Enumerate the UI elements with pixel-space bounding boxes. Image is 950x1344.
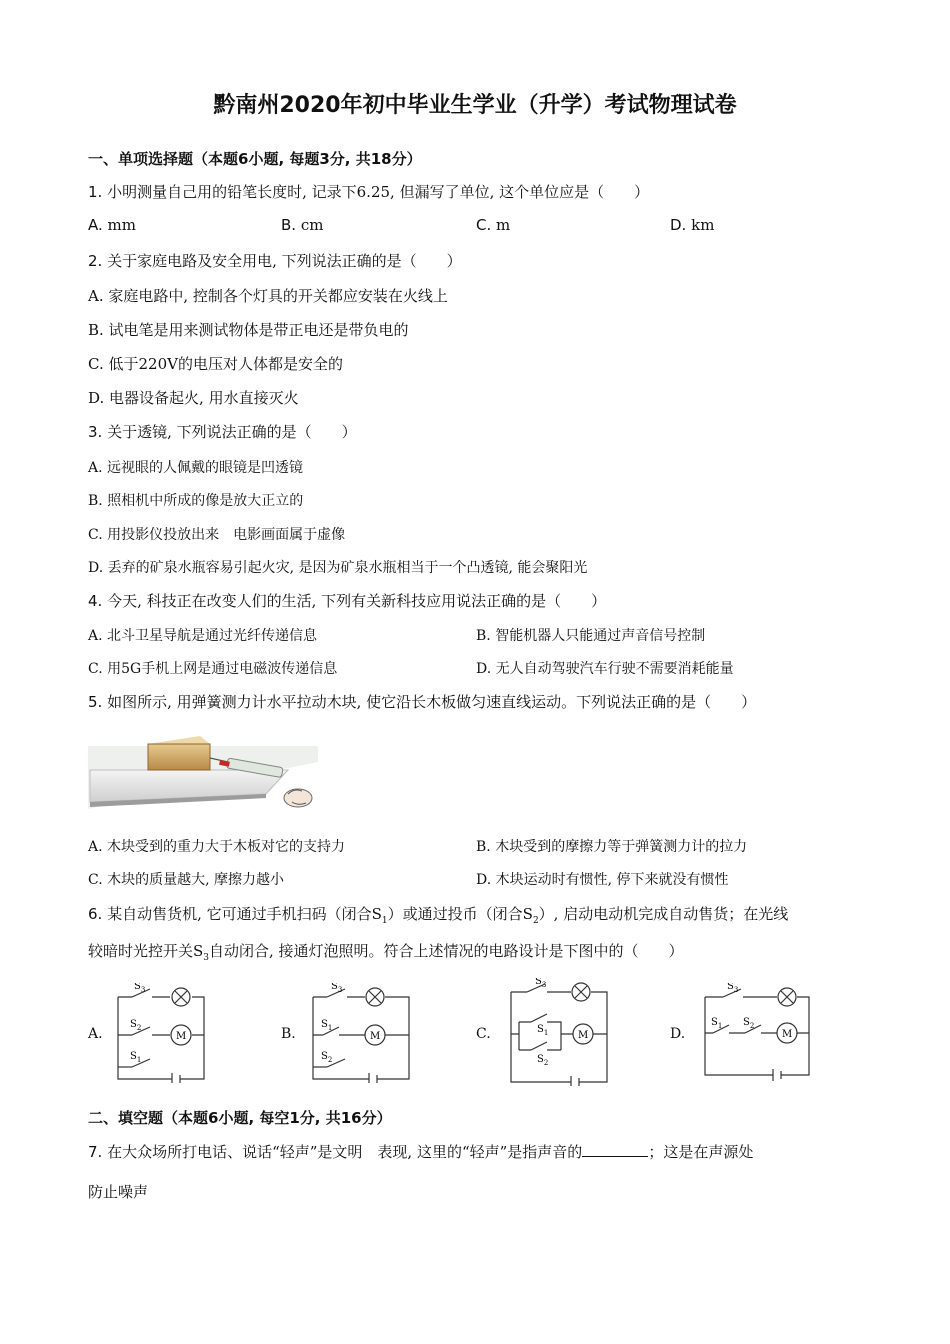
- option-d: D. 丢弃的矿泉水瓶容易引起火灾, 是因为矿泉水瓶相当于一个凸透镜, 能会聚阳光: [88, 560, 588, 576]
- subscript: 3: [203, 953, 210, 963]
- circuit-label-c: C.: [476, 1026, 491, 1042]
- option-b: B. 试电笔是用来测试物体是带正电还是带负电的: [88, 321, 409, 339]
- option-c: [476, 216, 510, 234]
- motor-label: M: [176, 1031, 187, 1042]
- switch-s2-label: $S_2$: [537, 1054, 549, 1067]
- question-text: 较暗时光控开关S: [88, 942, 204, 960]
- question-text: 某自动售货机, 它可通过手机扫码（闭合S: [107, 905, 382, 923]
- option-c: C. 木块的质量越大, 摩擦力越小: [88, 872, 285, 888]
- question-6-line2: [88, 940, 684, 963]
- option-c: C. 用5G手机上网是通过电磁波传递信息: [88, 661, 338, 677]
- option-c: C. 低于220V的电压对人体都是安全的: [88, 355, 343, 373]
- motor-label: M: [370, 1031, 381, 1042]
- option-c: C. 用投影仪投放出来 电影画面属于虚像: [88, 527, 346, 543]
- question-text: ）, 启动电动机完成自动售货；在光线: [538, 905, 789, 923]
- question-number: 7.: [88, 1143, 103, 1161]
- option-text: cm: [300, 216, 324, 234]
- circuit-label-a: A.: [88, 1026, 103, 1042]
- question-text: 自动闭合, 接通灯泡照明。符合上述情况的电路设计是下图中的（ ）: [209, 942, 684, 960]
- option-a: A. 木块受到的重力大于木板对它的支持力: [88, 839, 346, 855]
- option-text: mm: [107, 216, 136, 234]
- question-text: 关于家庭电路及安全用电, 下列说法正确的是（ ）: [107, 252, 462, 270]
- question-text: 如图所示, 用弹簧测力计水平拉动木块, 使它沿长木板做匀速直线运动。下列说法正确的是（ ）: [107, 693, 757, 711]
- option-a: A. 北斗卫星导航是通过光纤传递信息: [88, 628, 318, 644]
- section-heading-choice: 一、单项选择题（本题6小题, 每题3分, 共18分）: [88, 150, 422, 168]
- option-b: B. 木块受到的摩擦力等于弹簧测力计的拉力: [476, 839, 748, 855]
- question-7: [88, 1141, 753, 1162]
- option-a: A. 家庭电路中, 控制各个灯具的开关都应安装在火线上: [88, 287, 448, 305]
- question-text: ；这是在声源处: [648, 1143, 754, 1161]
- motor-label: M: [578, 1030, 589, 1041]
- option-d: D. 电器设备起火, 用水直接灭火: [88, 389, 299, 407]
- option-a: [88, 216, 136, 234]
- option-a: A. 远视眼的人佩戴的眼镜是凹透镜: [88, 460, 304, 476]
- page-title: 黔南州2020年初中毕业生学业（升学）考试物理试卷: [213, 93, 737, 118]
- circuit-label-b: B.: [281, 1026, 296, 1042]
- question-number: 1.: [88, 183, 103, 201]
- switch-s3-label: $S_3$: [727, 983, 739, 994]
- option-letter: C.: [476, 216, 492, 234]
- section-heading-fill: 二、填空题（本题6小题, 每空1分, 共16分）: [88, 1109, 392, 1127]
- switch-s2-label: $S_2$: [130, 1019, 142, 1032]
- question-6: [88, 903, 788, 926]
- question-number: 6.: [88, 905, 103, 923]
- question-2: [88, 250, 462, 271]
- option-d: D. 木块运动时有惯性, 停下来就没有惯性: [476, 872, 729, 888]
- option-letter: D.: [670, 216, 687, 234]
- question-1: [88, 181, 649, 202]
- option-b: [281, 216, 323, 234]
- switch-s1-label: $S_1$: [130, 1051, 142, 1064]
- question-5: [88, 691, 756, 712]
- question-text: 关于透镜, 下列说法正确的是（ ）: [107, 423, 357, 441]
- circuit-c: [505, 978, 615, 1086]
- circuit-d: [697, 983, 817, 1083]
- option-b: B. 照相机中所成的像是放大正立的: [88, 493, 304, 509]
- question-text: 在大众场所打电话、说话“轻声”是文明 表现, 这里的“轻声”是指声音的: [107, 1143, 583, 1161]
- question-number: 2.: [88, 252, 103, 270]
- option-d: [670, 216, 714, 234]
- circuit-label-d: D.: [670, 1026, 686, 1042]
- circuit-a: [110, 983, 210, 1083]
- motor-label: M: [782, 1029, 793, 1040]
- question-number: 3.: [88, 423, 103, 441]
- spring-scale-figure: [88, 724, 318, 819]
- switch-s3-label: $S_3$: [134, 983, 146, 994]
- switch-s1-label: $S_1$: [321, 1019, 333, 1032]
- option-b: B. 智能机器人只能通过声音信号控制: [476, 628, 706, 644]
- switch-s2-label: $S_2$: [321, 1051, 333, 1064]
- question-3: [88, 421, 357, 442]
- question-text: 今天, 科技正在改变人们的生活, 下列有关新科技应用说法正确的是（ ）: [107, 592, 607, 610]
- option-letter: B.: [281, 216, 297, 234]
- answer-blank[interactable]: [582, 1142, 648, 1157]
- question-4: [88, 590, 606, 611]
- switch-s2-label: $S_2$: [743, 1017, 755, 1030]
- switch-s3-label: $S_3$: [331, 983, 343, 994]
- switch-s3-label: $S_3$: [535, 978, 547, 989]
- option-letter: A.: [88, 216, 103, 234]
- subscript: 2: [532, 916, 539, 926]
- question-number: 4.: [88, 592, 103, 610]
- switch-s1-label: $S_1$: [537, 1024, 549, 1037]
- question-7-line2: 防止噪声: [88, 1183, 149, 1201]
- wood-block: [148, 744, 210, 770]
- option-text: m: [496, 216, 511, 234]
- question-number: 5.: [88, 693, 103, 711]
- switch-s1-label: $S_1$: [711, 1017, 723, 1030]
- option-text: km: [691, 216, 715, 234]
- subscript: 1: [381, 916, 388, 926]
- question-text: 小明测量自己用的铅笔长度时, 记录下6.25, 但漏写了单位, 这个单位应是（ ）: [107, 183, 650, 201]
- question-text: ）或通过投币（闭合S: [387, 905, 533, 923]
- circuit-b: [305, 983, 415, 1083]
- option-d: D. 无人自动驾驶汽车行驶不需要消耗能量: [476, 661, 734, 677]
